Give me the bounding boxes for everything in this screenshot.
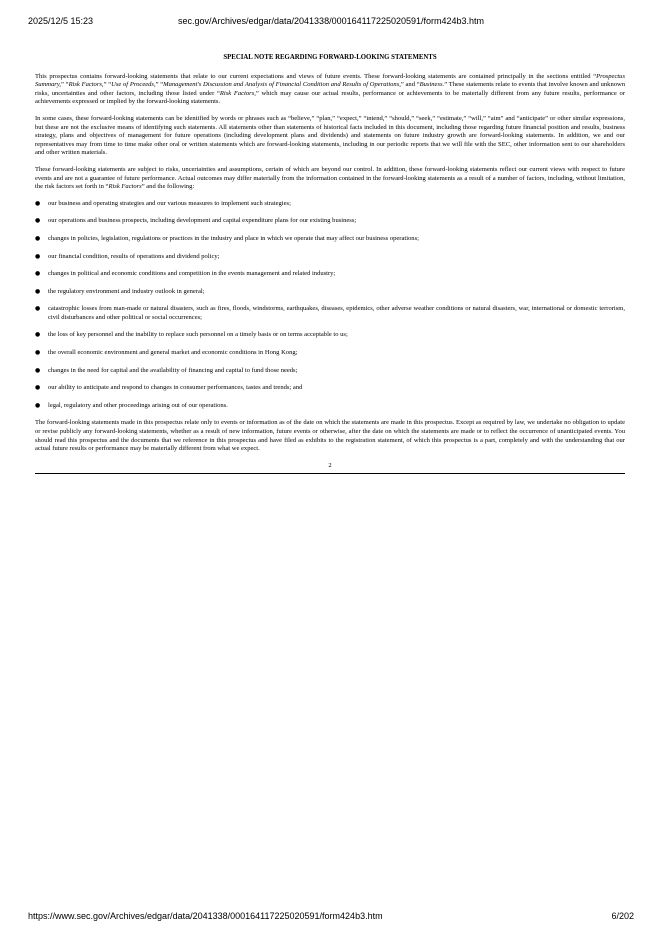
bullet-icon: ● — [35, 366, 41, 374]
list-item: ● changes in political and economic conditions and competition in the events management and related industry; — [35, 270, 336, 278]
print-url: sec.gov/Archives/edgar/data/2041338/000164117225020591/form424b3.htm — [177, 16, 485, 26]
bullet-icon: ● — [35, 401, 41, 409]
bullet-icon: ● — [35, 331, 41, 339]
footer-url: https://www.sec.gov/Archives/edgar/data/2041338/000164117225020591/form424b3.htm — [28, 911, 383, 921]
bullet-icon: ● — [35, 217, 41, 225]
list-item: ● legal, regulatory and other proceedings arising out of our operations. — [35, 401, 228, 409]
section-ref-use-of-proceeds: Use of Proceeds, — [111, 81, 156, 89]
list-item: ● catastrophic losses from man-made or natural disasters, such as fires, floods, windstorms, earthquakes, diseases, epidemics, other adverse weather conditions or natural disasters, war, international or domestic terrorism, civil disturbances and other political or social occurrences; — [35, 305, 625, 321]
footer-page-count: 6/202 — [611, 911, 634, 921]
factor-list — [35, 200, 625, 411]
bullet-icon: ● — [35, 270, 41, 278]
browser-print-footer — [28, 911, 634, 921]
bullet-icon: ● — [35, 384, 41, 392]
bullet-icon: ● — [35, 252, 41, 260]
page-title: SPECIAL NOTE REGARDING FORWARD-LOOKING STATEMENTS — [223, 54, 437, 61]
list-item: ● the loss of key personnel and the inability to replace such personnel on a timely basis or on terms acceptable to us; — [35, 331, 348, 339]
list-item: ● our operations and business prospects, including development and capital expenditure plans for our existing business; — [35, 217, 357, 225]
page-number: 2 — [328, 461, 332, 469]
list-item: ● changes in policies, legislation, regulations or practices in the industry and place in which we operate that may affect our business operations; — [35, 234, 419, 242]
section-ref-risk-factors-3: Risk Factors — [108, 183, 142, 191]
list-item: ● the regulatory environment and industry outlook in general; — [35, 287, 205, 295]
section-ref-prospectus-summary: Prospectus Summary, — [35, 72, 625, 89]
list-item: ● our business and operating strategies and our various measures to implement such strategies; — [35, 199, 291, 207]
print-datetime: 2025/12/5 15:23 — [28, 16, 94, 26]
paragraph-risks: These forward-looking statements are subject to risks, uncertainties and assumptions, certain of which are beyond our control. In addition, these forward-looking statements reflect our current views with respect to future events and are not a guarantee of future performance. Actual outcomes may differ materially from the information contained in the forward-looking statements as a result of a number of factors, including, without limitation, the risk factors set forth in “Risk Factors” and the following: — [35, 165, 625, 191]
list-item: ● our financial condition, results of operations and dividend policy; — [35, 252, 220, 260]
bullet-icon: ● — [35, 199, 41, 207]
list-item: ● our ability to anticipate and respond to changes in consumer performances, tastes and trends; and — [35, 384, 303, 392]
paragraph-identification: In some cases, these forward-looking statements can be identified by words or phrases such as “believe,” “plan,” “expect,” “intend,” “should,” “seek,” “estimate,” “will,” “aim” and “anticipate” or other similar expressions, but these are not the exclusive means of identifying such statements. All statements other than statements of historical facts included in this document, including those regarding future financial position and results, business strategy, plans and objectives of management for future operations (including development plans and dividends) and statements on future industry growth are forward-looking statements. In addition, we and our representatives may from time to time make other oral or written statements which are forward-looking statements, including in our periodic reports that we will file with the SEC, other information sent to our shareholders and other written materials. — [35, 114, 625, 157]
document-body — [35, 50, 625, 474]
list-item: ● the overall economic environment and general market and economic conditions in Hong Kong; — [35, 349, 298, 357]
bullet-icon: ● — [35, 305, 41, 313]
bullet-icon: ● — [35, 234, 41, 242]
paragraph-closing: The forward-looking statements made in this prospectus relate only to events or information as of the date on which the statements are made in this prospectus. Except as required by law, we undertake no obligation to update or revise publicly any forward-looking statements, whether as a result of new information, future events or otherwise, after the date on which the statements are made or to reflect the occurrence of unanticipated events. You should read this prospectus and the documents that we reference in this prospectus and have filed as exhibits to the registration statement, of which this prospectus is a part, completely and with the understanding that our actual future results or performance may be materially different from what we expect. — [35, 419, 625, 453]
section-ref-risk-factors-2: Risk Factors, — [219, 89, 256, 97]
list-item: ● changes in the need for capital and the availability of financing and capital to fund those needs; — [35, 366, 298, 374]
browser-print-header — [28, 16, 634, 26]
page-divider — [35, 473, 625, 474]
paragraph-intro: This prospectus contains forward-looking statements that relate to our current expectations and views of future events. These forward-looking statements are contained principally in the sections entitled “Prospectus Summary,” “Risk Factors,” “Use of Proceeds,” “Management's Discussion and Analysis of Financial Condition and Results of Operations,” and “Business.” These statements relate to events that involve known and unknown risks, uncertainties and other factors, including those listed under “Risk Factors,” which may cause our actual results, performance or achievements to be materially different from any future results, performance or achievements expressed or implied by the forward-looking statements. — [35, 72, 625, 106]
section-ref-risk-factors: Risk Factors, — [68, 81, 104, 89]
bullet-icon: ● — [35, 287, 41, 295]
section-ref-mdna: Management's Discussion and Analysis of Financial Condition and Results of Operations, — [163, 81, 401, 89]
section-ref-business: Business. — [419, 81, 445, 89]
bullet-icon: ● — [35, 349, 41, 357]
